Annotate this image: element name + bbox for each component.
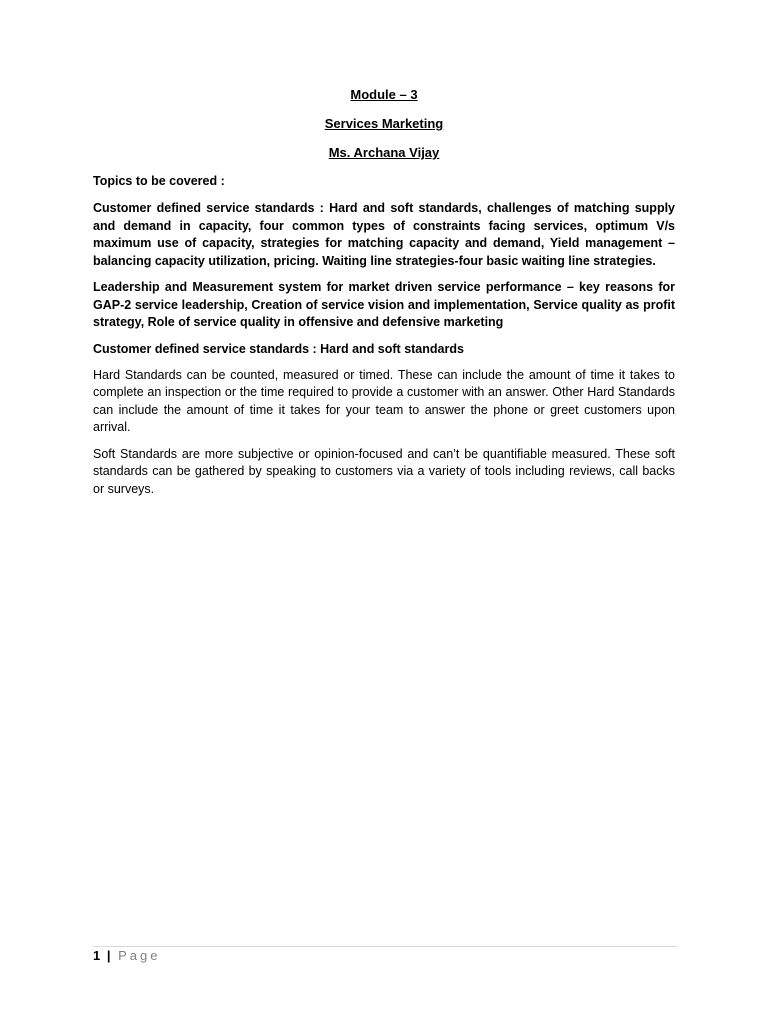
topic-paragraph-constraints: Customer defined service standards : Hard and soft standards, challenges of matching supply and demand in capacity, four common types of constraints facing services, optimum V/s maximum use of capacity, strategies for matching capacity and demand, Yield management – balancing capacity utilization, pricing. Waiting line strategies-four basic waiting line strategies. (93, 201, 675, 268)
page-label: Page (118, 948, 161, 963)
page-number: 1 (93, 948, 101, 963)
section-heading: Customer defined service standards : Hard and soft standards (93, 341, 464, 356)
footer-separator: | (106, 948, 111, 963)
page-footer (93, 948, 161, 964)
module-title: Module – 3 (350, 87, 418, 102)
subject-title: Services Marketing (324, 116, 444, 131)
author-name: Ms. Archana Vijay (328, 145, 440, 160)
hard-standards-paragraph: Hard Standards can be counted, measured or timed. These can include the amount of time it takes to complete an inspection or the time required to provide a customer with an answer. Other Hard Standards can include the amount of time it takes for your team to answer the phone or greet customers upon arrival. (93, 367, 675, 434)
footer-divider (93, 946, 677, 947)
topic-paragraph-leadership: Leadership and Measurement system for market driven service performance – key reasons for GAP-2 service leadership, Creation of service vision and implementation, Service quality as profit strategy, Role of service quality in offensive and defensive marketing (93, 280, 675, 329)
soft-standards-paragraph: Soft Standards are more subjective or opinion-focused and can’t be quantifiable measured. These soft standards can be gathered by speaking to customers via a variety of tools including reviews, call backs or surveys. (93, 446, 675, 496)
topics-heading: Topics to be covered : (93, 174, 225, 188)
page-content (93, 86, 675, 507)
